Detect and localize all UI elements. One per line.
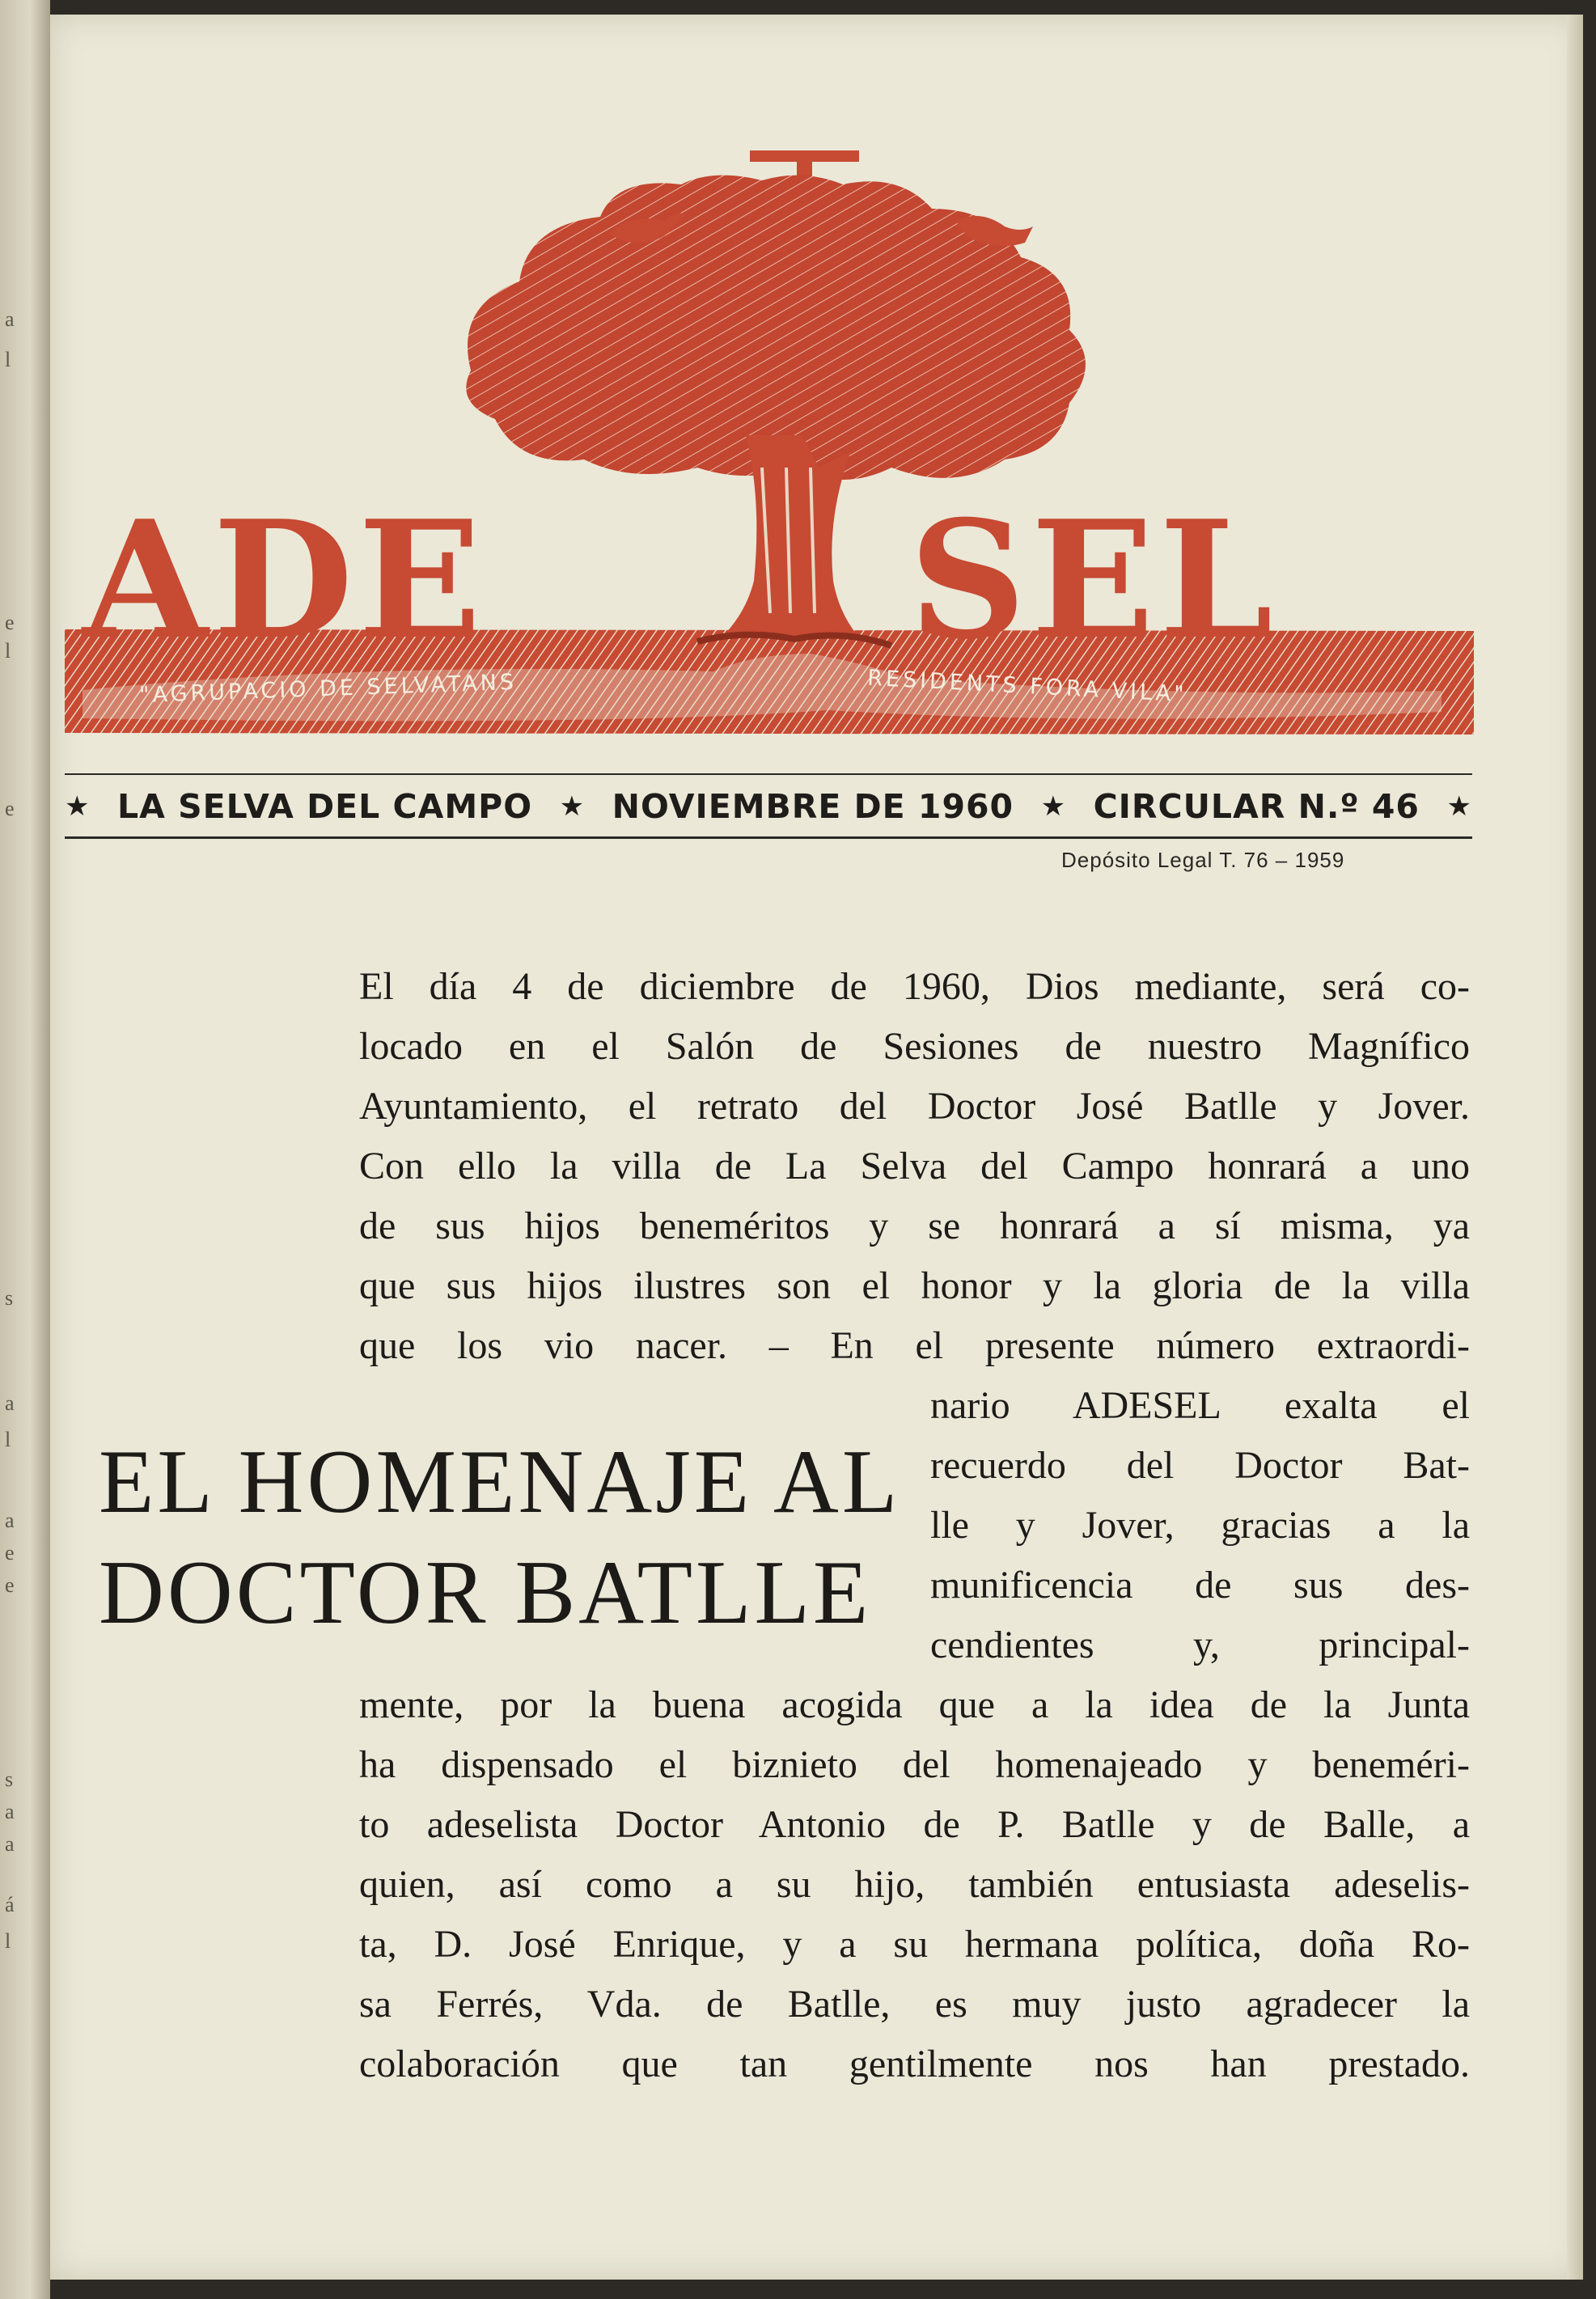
article-line: ha dispensado el biznieto del homenajeado y beneméri- bbox=[359, 1743, 1470, 1786]
margin-fragment: a bbox=[5, 1800, 15, 1823]
star-icon: ★ bbox=[65, 790, 91, 823]
article-line: to adeselista Doctor Antonio de P. Batlle y de Balle, a bbox=[359, 1803, 1470, 1846]
article-line: que los vio nacer. – En el presente número extraordi- bbox=[359, 1324, 1470, 1367]
margin-fragment: a bbox=[5, 1391, 15, 1415]
banner-text-right: RESIDENTS FORA VILA" bbox=[866, 665, 1188, 708]
margin-fragment: l bbox=[5, 1929, 11, 1953]
margin-fragment: e bbox=[5, 1541, 15, 1564]
masthead bbox=[50, 15, 1583, 775]
article-line: sa Ferrés, Vda. de Batlle, es muy justo agradecer la bbox=[359, 1983, 1470, 2026]
margin-fragment: a bbox=[5, 307, 15, 331]
place-label: LA SELVA DEL CAMPO bbox=[117, 787, 533, 826]
article-line: El día 4 de diciembre de 1960, Dios mediante, será co- bbox=[359, 965, 1470, 1008]
margin-fragment: l bbox=[5, 348, 11, 371]
margin-fragment: á bbox=[5, 1893, 15, 1916]
article-line: de sus hijos beneméritos y se honrará a sí misma, ya bbox=[359, 1205, 1470, 1247]
article-line: lle y Jover, gracias a la bbox=[930, 1504, 1470, 1547]
banner-text-left: "AGRUPACIÓ DE SELVATANS bbox=[138, 669, 518, 709]
article-line: quien, así como a su hijo, también entusiasta adeselis- bbox=[359, 1863, 1470, 1906]
margin-fragment: a bbox=[5, 1832, 15, 1856]
margin-fragment: e bbox=[5, 611, 15, 634]
article-line: nario ADESEL exalta el bbox=[930, 1384, 1470, 1427]
article-line: Con ello la villa de La Selva del Campo honrará a uno bbox=[359, 1145, 1470, 1188]
margin-fragment: e bbox=[5, 797, 15, 820]
article-line: que sus hijos ilustres son el honor y la gloria de la villa bbox=[359, 1264, 1470, 1307]
margin-fragment: e bbox=[5, 1573, 15, 1597]
rule-bottom bbox=[65, 836, 1472, 839]
masthead-letters-right: SEL bbox=[909, 485, 1278, 675]
adjacent-page-strip bbox=[0, 0, 50, 2299]
circular-number: CIRCULAR N.º 46 bbox=[1093, 787, 1420, 826]
date-label: NOVIEMBRE DE 1960 bbox=[612, 787, 1014, 826]
margin-fragment: a bbox=[5, 1509, 15, 1532]
article-line: colaboración que tan gentilmente nos han prestado. bbox=[359, 2043, 1470, 2085]
article-line: locado en el Salón de Sesiones de nuestro Magnífico bbox=[359, 1025, 1470, 1068]
headline-line-1: EL HOMENAJE AL bbox=[99, 1432, 901, 1532]
rule-top bbox=[65, 773, 1472, 775]
article-line: Ayuntamiento, el retrato del Doctor José Batlle y Jover. bbox=[359, 1085, 1470, 1128]
headline-line-2: DOCTOR BATLLE bbox=[99, 1543, 872, 1643]
masthead-letters-left: ADE bbox=[83, 485, 487, 675]
margin-fragment: l bbox=[5, 639, 11, 663]
margin-fragment: l bbox=[5, 1428, 11, 1451]
margin-fragment: s bbox=[5, 1286, 14, 1310]
star-icon: ★ bbox=[1446, 790, 1472, 823]
star-icon: ★ bbox=[559, 790, 586, 823]
info-bar bbox=[65, 781, 1472, 832]
margin-fragment: s bbox=[5, 1768, 14, 1791]
article-line: munificencia de sus des- bbox=[930, 1564, 1470, 1607]
article-line: cendientes y, principal- bbox=[930, 1624, 1470, 1666]
legal-deposit: Depósito Legal T. 76 – 1959 bbox=[1061, 848, 1345, 872]
article-line: mente, por la buena acogida que a la idea de la Junta bbox=[359, 1683, 1470, 1726]
article-line: ta, D. José Enrique, y a su hermana política, doña Ro- bbox=[359, 1923, 1470, 1966]
star-icon: ★ bbox=[1040, 790, 1067, 823]
newsletter-page bbox=[50, 15, 1583, 2280]
article-line: recuerdo del Doctor Bat- bbox=[930, 1444, 1470, 1487]
